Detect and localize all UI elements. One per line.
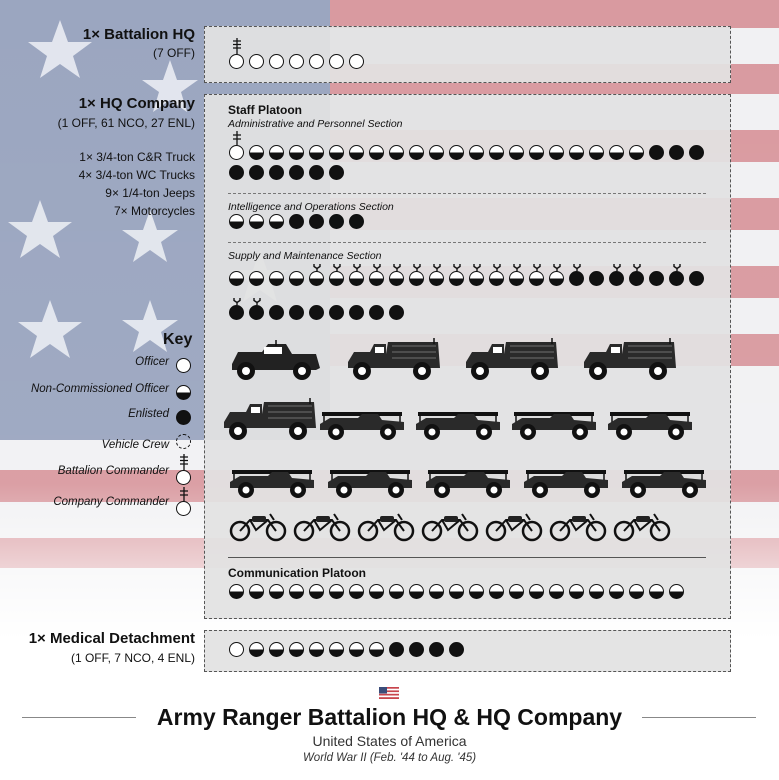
- wc-truck-icon: [222, 398, 317, 442]
- enlisted-symbol: [248, 165, 266, 180]
- nco-symbol: [428, 145, 446, 160]
- motorcycle-icon: [484, 512, 544, 542]
- nco-symbol: [528, 584, 546, 599]
- crew-nco-symbol: [548, 264, 566, 286]
- motorcycle-icon: [228, 512, 288, 542]
- jeep-icon: [318, 398, 406, 442]
- crew-nco-symbol: [408, 264, 426, 286]
- nco-symbol: [288, 642, 306, 657]
- medical-personnel-row: [228, 642, 466, 657]
- nco-symbol: [648, 584, 666, 599]
- enlisted-symbol: [288, 214, 306, 229]
- jeep-icon: [620, 456, 708, 500]
- key-label-crew: Vehicle Crew: [101, 439, 169, 451]
- nco-symbol: [228, 584, 246, 599]
- cr-truck-icon: [228, 338, 323, 382]
- motorcycle-icon: [420, 512, 480, 542]
- nco-symbol: [628, 584, 646, 599]
- nco-symbol: [368, 145, 386, 160]
- battalion-hq-subtitle: (7 OFF): [153, 46, 195, 60]
- enlisted-symbol: [648, 271, 666, 286]
- nco-symbol: [448, 145, 466, 160]
- jeep-icon: [326, 456, 414, 500]
- vehicle-line-1: 1× 3/4-ton C&R Truck: [79, 150, 195, 164]
- nco-symbol: [248, 214, 266, 229]
- jeep-icon: [606, 398, 694, 442]
- enlisted-symbol: [388, 642, 406, 657]
- communication-platoon-title: Communication Platoon: [228, 566, 366, 580]
- enlisted-symbol: [348, 214, 366, 229]
- platoon-divider: [228, 557, 706, 558]
- section-divider: [228, 193, 706, 194]
- motorcycle-icon: [356, 512, 416, 542]
- us-flag-icon: [379, 687, 399, 699]
- officer-symbol: [228, 642, 246, 657]
- nco-symbol: [268, 271, 286, 286]
- nco-symbol: [408, 145, 426, 160]
- nco-symbol: [548, 584, 566, 599]
- crew-nco-symbol: [388, 264, 406, 286]
- crew-enlisted-symbol: [668, 264, 686, 286]
- crew-nco-symbol: [328, 264, 346, 286]
- medical-detachment-subtitle: (1 OFF, 7 NCO, 4 ENL): [70, 651, 195, 665]
- enlisted-symbol: [368, 305, 386, 320]
- company-commander-symbol: [228, 131, 246, 160]
- nco-symbol: [288, 145, 306, 160]
- nco-symbol: [308, 145, 326, 160]
- nco-symbol: [308, 584, 326, 599]
- hq-company-subtitle: (1 OFF, 61 NCO, 27 ENL): [57, 116, 195, 130]
- company-commander-symbol: [175, 487, 193, 516]
- officer-symbol: [268, 54, 286, 69]
- communication-personnel-row: [228, 584, 686, 599]
- enlisted-symbol: [328, 214, 346, 229]
- nco-symbol: [348, 145, 366, 160]
- nco-symbol: [588, 584, 606, 599]
- jeep-icon: [414, 398, 502, 442]
- vehicle-line-2: 4× 3/4-ton WC Trucks: [78, 168, 195, 182]
- motorcycle-icon: [292, 512, 352, 542]
- nco-symbol: [568, 145, 586, 160]
- staff-platoon-title: Staff Platoon: [228, 103, 302, 117]
- nco-symbol: [308, 642, 326, 657]
- supply-section-title: Supply and Maintenance Section: [228, 250, 382, 262]
- vehicle-line-3: 9× 1/4-ton Jeeps: [105, 186, 195, 200]
- nco-symbol: [228, 271, 246, 286]
- motorcycle-icon: [612, 512, 672, 542]
- nco-symbol: [508, 584, 526, 599]
- nco-symbol: [528, 145, 546, 160]
- key-label-cco: Company Commander: [53, 496, 169, 508]
- nco-symbol: [668, 584, 686, 599]
- jeep-icon: [228, 456, 316, 500]
- crew-nco-symbol: [368, 264, 386, 286]
- nco-symbol: [175, 385, 193, 400]
- crew-nco-symbol: [348, 264, 366, 286]
- enlisted-symbol: [668, 145, 686, 160]
- enlisted-symbol: [348, 305, 366, 320]
- nco-symbol: [608, 145, 626, 160]
- vehicle-line-4: 7× Motorcycles: [113, 204, 195, 218]
- nco-symbol: [368, 642, 386, 657]
- enlisted-symbol: [228, 165, 246, 180]
- officer-symbol: [308, 54, 326, 69]
- nco-symbol: [328, 642, 346, 657]
- footer-title: Army Ranger Battalion HQ & HQ Company: [156, 704, 623, 730]
- crew-enlisted-symbol: [568, 264, 586, 286]
- officer-symbol: [328, 54, 346, 69]
- wc-truck-icon: [346, 338, 441, 382]
- nco-symbol: [548, 145, 566, 160]
- nco-symbol: [348, 584, 366, 599]
- jeep-icon: [522, 456, 610, 500]
- enlisted-symbol: [428, 642, 446, 657]
- hq-company-title: 1× HQ Company: [78, 95, 195, 112]
- nco-symbol: [328, 584, 346, 599]
- admin-personnel-row-1: [228, 131, 706, 160]
- admin-section-title: Administrative and Personnel Section: [228, 118, 403, 130]
- crew-nco-symbol: [488, 264, 506, 286]
- jeep-icon: [424, 456, 512, 500]
- nco-symbol: [328, 145, 346, 160]
- enlisted-symbol: [308, 165, 326, 180]
- nco-symbol: [408, 584, 426, 599]
- crew-nco-symbol: [468, 264, 486, 286]
- enlisted-symbol: [308, 305, 326, 320]
- medical-detachment-title: 1× Medical Detachment: [28, 630, 195, 647]
- nco-symbol: [248, 271, 266, 286]
- battalion-hq-title: 1× Battalion HQ: [82, 26, 195, 43]
- officer-symbol: [348, 54, 366, 69]
- section-divider: [228, 242, 706, 243]
- key-label-nco: Non-Commissioned Officer: [30, 383, 169, 395]
- nco-symbol: [508, 145, 526, 160]
- supply-personnel-row-2: [228, 298, 406, 320]
- key-title: Key: [163, 331, 193, 348]
- nco-symbol: [588, 145, 606, 160]
- nco-symbol: [268, 642, 286, 657]
- enlisted-symbol: [408, 642, 426, 657]
- footer-country: United States of America: [312, 733, 467, 749]
- enlisted-symbol: [328, 305, 346, 320]
- battalion-commander-symbol: [228, 38, 246, 69]
- key-label-off: Officer: [135, 356, 169, 368]
- nco-symbol: [568, 584, 586, 599]
- intel-personnel-row: [228, 214, 366, 229]
- nco-symbol: [488, 584, 506, 599]
- enlisted-symbol: [448, 642, 466, 657]
- crew-nco-symbol: [528, 264, 546, 286]
- officer-symbol: [248, 54, 266, 69]
- enlisted-symbol: [688, 145, 706, 160]
- nco-symbol: [288, 584, 306, 599]
- nco-symbol: [368, 584, 386, 599]
- nco-symbol: [388, 145, 406, 160]
- nco-symbol: [468, 145, 486, 160]
- vehicle-crew-symbol: [175, 434, 193, 449]
- nco-symbol: [628, 145, 646, 160]
- crew-nco-symbol: [448, 264, 466, 286]
- enlisted-symbol: [308, 214, 326, 229]
- crew-enlisted-symbol: [608, 264, 626, 286]
- nco-symbol: [288, 271, 306, 286]
- officer-symbol: [175, 358, 193, 373]
- intel-section-title: Intelligence and Operations Section: [228, 201, 394, 213]
- battalion-hq-personnel: [228, 38, 366, 69]
- enlisted-symbol: [328, 165, 346, 180]
- wc-truck-icon: [582, 338, 677, 382]
- crew-enlisted-symbol: [628, 264, 646, 286]
- crew-enlisted-symbol: [248, 298, 266, 320]
- crew-enlisted-symbol: [228, 298, 246, 320]
- enlisted-symbol: [268, 165, 286, 180]
- enlisted-symbol: [688, 271, 706, 286]
- motorcycle-icon: [548, 512, 608, 542]
- crew-nco-symbol: [428, 264, 446, 286]
- nco-symbol: [388, 584, 406, 599]
- nco-symbol: [268, 214, 286, 229]
- footer-period: World War II (Feb. '44 to Aug. '45): [302, 752, 477, 764]
- nco-symbol: [248, 642, 266, 657]
- officer-symbol: [288, 54, 306, 69]
- key-label-enl: Enlisted: [128, 408, 169, 420]
- nco-symbol: [488, 145, 506, 160]
- enlisted-symbol: [288, 305, 306, 320]
- enlisted-symbol: [388, 305, 406, 320]
- battalion-commander-symbol: [175, 454, 193, 485]
- nco-symbol: [248, 584, 266, 599]
- nco-symbol: [268, 145, 286, 160]
- nco-symbol: [448, 584, 466, 599]
- nco-symbol: [468, 584, 486, 599]
- admin-personnel-row-2: [228, 165, 346, 180]
- wc-truck-icon: [464, 338, 559, 382]
- enlisted-symbol: [648, 145, 666, 160]
- supply-personnel-row-1: [228, 264, 706, 286]
- enlisted-symbol: [175, 410, 193, 425]
- nco-symbol: [348, 642, 366, 657]
- crew-nco-symbol: [308, 264, 326, 286]
- nco-symbol: [248, 145, 266, 160]
- enlisted-symbol: [268, 305, 286, 320]
- nco-symbol: [268, 584, 286, 599]
- nco-symbol: [228, 214, 246, 229]
- enlisted-symbol: [288, 165, 306, 180]
- jeep-icon: [510, 398, 598, 442]
- key-label-bco: Battalion Commander: [57, 465, 169, 477]
- nco-symbol: [608, 584, 626, 599]
- nco-symbol: [428, 584, 446, 599]
- crew-nco-symbol: [508, 264, 526, 286]
- enlisted-symbol: [588, 271, 606, 286]
